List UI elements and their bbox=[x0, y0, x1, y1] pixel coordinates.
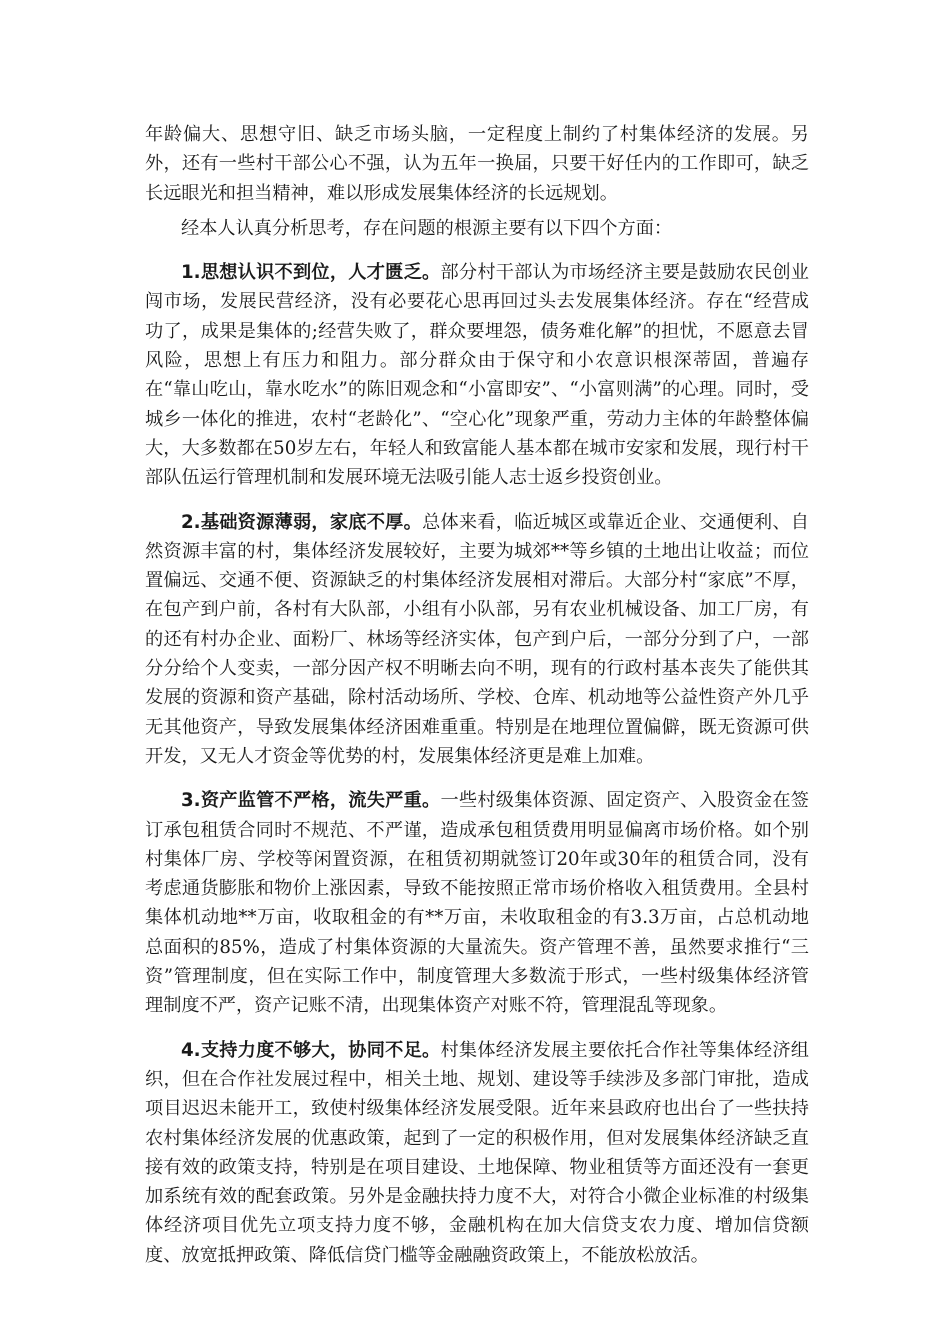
item-2-heading: 2.基础资源薄弱，家底不厚。 bbox=[181, 511, 423, 533]
item-4-body: 村集体经济发展主要依托合作社等集体经济组织，但在合作社发展过程中，相关土地、规划、建设等手续涉及多部门审批，造成项目迟迟未能开工，致使村级集体经济发展受限。近年来县政府也出台了一些扶持农村集体经济发展的优惠政策，起到了一定的积极作用，但对发展集体经济缺乏直接有效的政策支持，特别是在项目建设、土地保障、物业租赁等方面还没有一套更加系统有效的配套政策。另外是金融扶持力度不大，对符合小微企业标准的村级集体经济项目优先立项支持力度不够，金融机构在加大信贷支农力度、增加信贷额度、放宽抵押政策、降低信贷门槛等金融融资政策上，不能放松放活。 bbox=[145, 1039, 809, 1266]
analysis-intro-paragraph: 经本人认真分析思考，存在问题的根源主要有以下四个方面： bbox=[181, 217, 673, 239]
item-2-body: 总体来看，临近城区或靠近企业、交通便利、自然资源丰富的村，集体经济发展较好，主要为城郊**等乡镇的土地出让收益；而位置偏远、交通不便、资源缺乏的村集体经济发展相对滞后。大部分村“家底”不厚，在包产到户前，各村有大队部，小组有小队部，另有农业机械设备、加工厂房，有的还有村办企业、面粉厂、林场等经济实体，包产到户后，一部分分到了户，一部分分给个人变卖，一部分因产权不明晰去向不明，现有的行政村基本丧失了能供其发展的资源和资产基础，除村活动场所、学校、仓库、机动地等公益性资产外几乎无其他资产，导致发展集体经济困难重重。特别是在地理位置偏僻，既无资源可供开发，又无人才资金等优势的村，发展集体经济更是难上加难。 bbox=[145, 511, 809, 767]
item-3-paragraph bbox=[145, 786, 809, 1020]
item-3-heading: 3.资产监管不严格，流失严重。 bbox=[181, 790, 441, 812]
item-1-body: 部分村干部认为市场经济主要是鼓励农民创业闯市场，发展民营经济，没有必要花心思再回过头去发展集体经济。存在“经营成功了，成果是集体的;经营失败了，群众要埋怨，债务难化解”的担忧，不愿意去冒风险，思想上有压力和阻力。部分群众由于保守和小农意识根深蒂固，普遍存在“靠山吃山，靠水吃水”的陈旧观念和“小富即安”、“小富则满”的心理。同时，受城乡一体化的推进，农村“老龄化”、“空心化”现象严重，劳动力主体的年龄整体偏大，大多数都在50岁左右，年轻人和致富能人基本都在城市安家和发展，现行村干部队伍运行管理机制和发展环境无法吸引能人志士返乡投资创业。 bbox=[145, 262, 809, 489]
item-1-paragraph bbox=[145, 258, 809, 492]
item-1-heading: 1.思想认识不到位，人才匮乏。 bbox=[181, 262, 441, 284]
item-4-heading: 4.支持力度不够大，协同不足。 bbox=[181, 1039, 441, 1061]
intro-paragraph: 年龄偏大、思想守旧、缺乏市场头脑，一定程度上制约了村集体经济的发展。另外，还有一些村干部公心不强，认为五年一换届，只要干好任内的工作即可，缺乏长远眼光和担当精神，难以形成发展集体经济的长远规划。 bbox=[145, 124, 809, 204]
item-3-body: 一些村级集体资源、固定资产、入股资金在签订承包租赁合同时不规范、不严谨，造成承包租赁费用明显偏离市场价格。如个别村集体厂房、学校等闲置资源，在租赁初期就签订20年或30年的租赁合同，没有考虑通货膨胀和物价上涨因素，导致不能按照正常市场价格收入租赁费用。全县村集体机动地**万亩，收取租金的有**万亩，未收取租金的有3.3万亩，占总机动地总面积的85%，造成了村集体资源的大量流失。资产管理不善，虽然要求推行“三资”管理制度，但在实际工作中，制度管理大多数流于形式，一些村级集体经济管理制度不严，资产记账不清，出现集体资产对账不符，管理混乱等现象。 bbox=[145, 790, 809, 1017]
item-4-paragraph bbox=[145, 1036, 809, 1270]
item-2-paragraph bbox=[145, 508, 809, 772]
document-page bbox=[145, 120, 809, 1270]
